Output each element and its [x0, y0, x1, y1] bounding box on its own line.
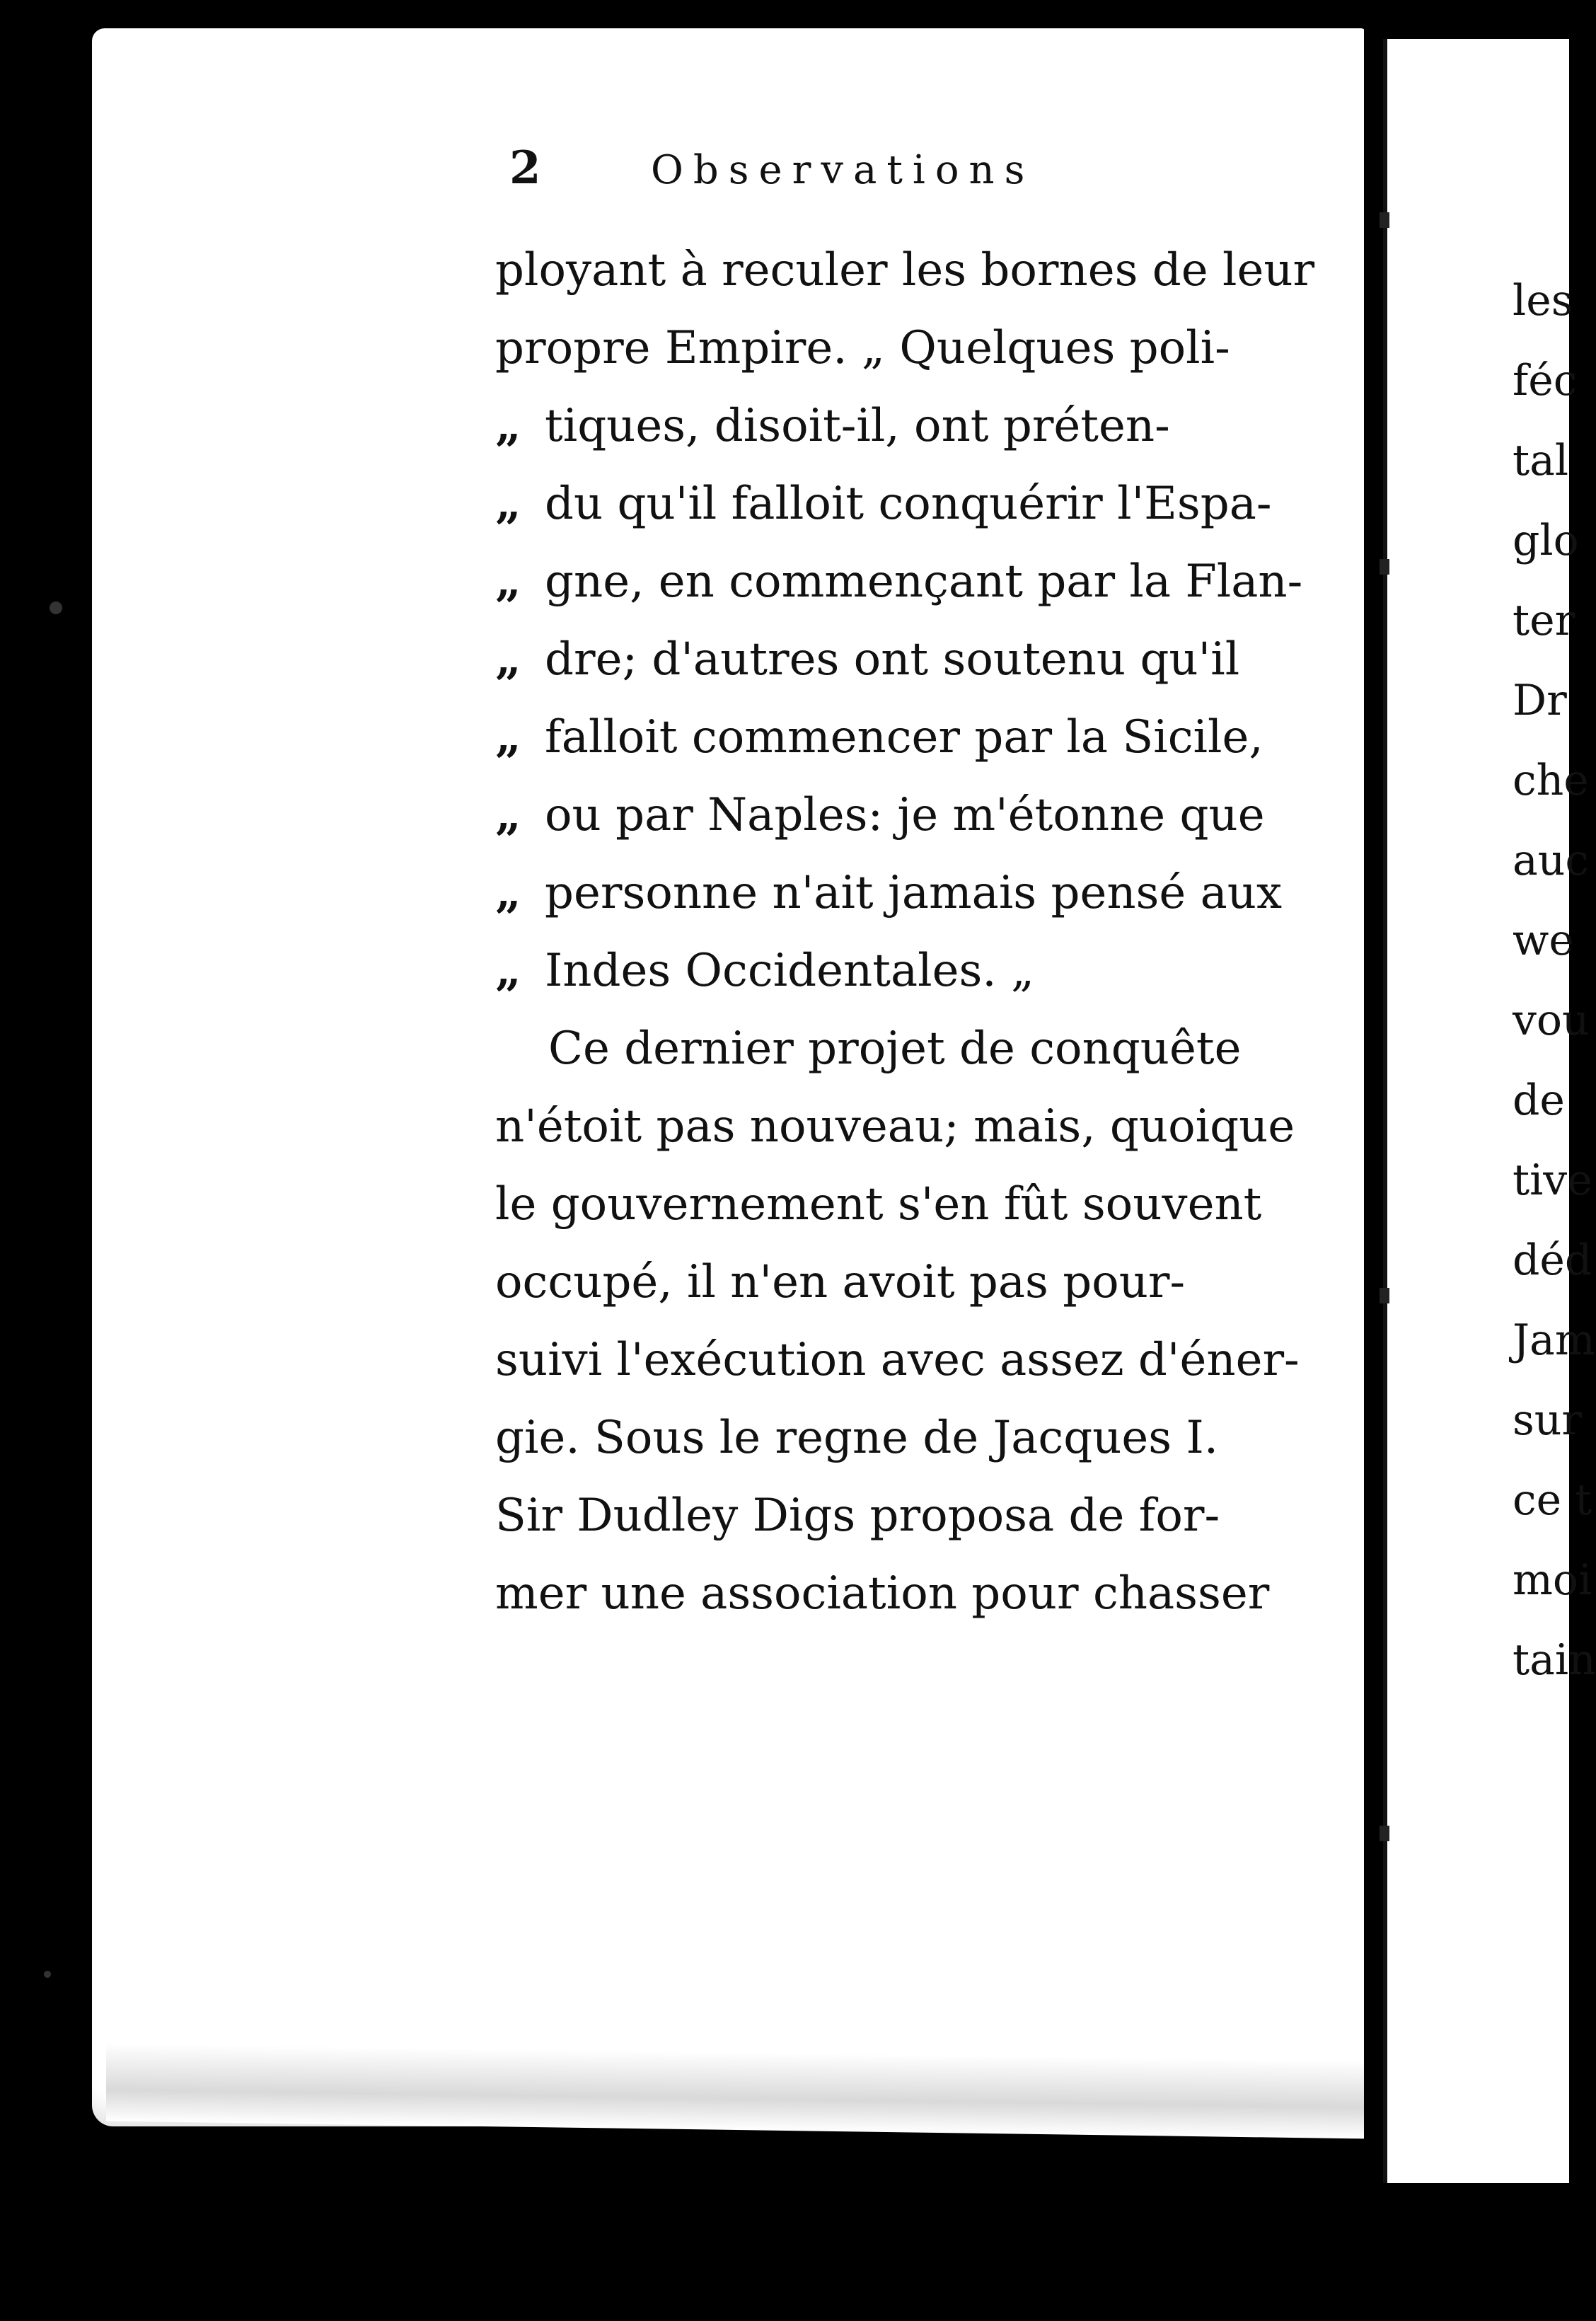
scan-speck	[50, 601, 62, 614]
line-text: gie. Sous le regne de Jacques I.	[495, 1412, 1219, 1464]
line-text: Ce dernier projet de conquête	[548, 1023, 1242, 1075]
text-line	[495, 322, 1230, 374]
right-page-line-fragment: déd	[1513, 1236, 1592, 1285]
right-page-line-fragment: Dr	[1513, 676, 1567, 725]
right-page-line-fragment: che	[1513, 756, 1589, 805]
quotation-mark: „	[495, 788, 521, 841]
running-head: Observations	[651, 147, 1035, 193]
text-line	[495, 1567, 1270, 1620]
line-text: falloit commencer par la Sicile,	[545, 711, 1264, 764]
binding-mark	[1380, 559, 1389, 575]
right-page-line-fragment: auc	[1513, 836, 1590, 885]
line-text: suivi l'exécution avec assez d'éner-	[495, 1334, 1300, 1386]
right-page-line-fragment: tain	[1513, 1635, 1596, 1685]
right-page-line-fragment: ter	[1513, 596, 1575, 645]
line-text: le gouvernement s'en fût souvent	[495, 1178, 1262, 1231]
right-page-line-fragment: les	[1513, 276, 1573, 326]
right-page-line-fragment: tal	[1513, 436, 1569, 485]
line-text: n'étoit pas nouveau; mais, quoique	[495, 1100, 1295, 1153]
line-text: occupé, il n'en avoit pas pour-	[495, 1256, 1186, 1308]
line-text: propre Empire. „ Quelques poli-	[495, 322, 1230, 374]
text-line	[495, 710, 1264, 764]
text-line	[495, 477, 1272, 530]
line-text: ployant à reculer les bornes de leur	[495, 244, 1315, 296]
book-gutter	[1364, 0, 1385, 2321]
binding-mark	[1380, 1288, 1389, 1303]
right-page-line-fragment: vou	[1513, 996, 1590, 1045]
text-line	[495, 1256, 1186, 1308]
text-line	[495, 1334, 1300, 1386]
quotation-mark: „	[495, 944, 521, 997]
quotation-mark: „	[495, 477, 521, 530]
line-text: ou par Naples: je m'étonne que	[545, 789, 1265, 841]
line-text: mer une association pour chasser	[495, 1567, 1270, 1620]
text-line	[495, 1100, 1295, 1153]
right-page-line-fragment: glo	[1513, 516, 1579, 565]
line-text: gne, en commençant par la Flan-	[545, 555, 1303, 608]
right-page-line-fragment: féc	[1513, 356, 1578, 405]
quotation-mark: „	[495, 555, 521, 608]
text-line	[495, 1178, 1262, 1231]
text-line	[495, 555, 1303, 608]
right-page-line-fragment: sur	[1513, 1395, 1583, 1445]
right-page-line-fragment: moi	[1513, 1555, 1592, 1605]
text-line	[495, 244, 1315, 296]
text-line	[495, 788, 1265, 841]
right-page-line-fragment: de	[1513, 1076, 1565, 1125]
text-line	[495, 1412, 1219, 1464]
line-text: du qu'il falloit conquérir l'Espa-	[545, 478, 1272, 530]
text-line	[495, 866, 1283, 919]
right-page-line-fragment: we	[1513, 916, 1574, 965]
line-text: dre; d'autres ont soutenu qu'il	[545, 633, 1240, 686]
right-page-line-fragment: tive	[1513, 1156, 1592, 1205]
text-line	[495, 399, 1170, 452]
quotation-mark: „	[495, 633, 521, 686]
quotation-mark: „	[495, 710, 521, 764]
line-text: personne n'ait jamais pensé aux	[545, 867, 1283, 919]
quotation-mark: „	[495, 399, 521, 452]
page-number: 2	[509, 142, 541, 195]
binding-mark	[1380, 1826, 1389, 1841]
quotation-mark: „	[495, 866, 521, 919]
text-line	[495, 633, 1240, 686]
line-text: tiques, disoit-il, ont préten-	[545, 400, 1170, 452]
scan-speck	[44, 1971, 51, 1978]
binding-mark	[1380, 212, 1389, 228]
text-line	[548, 1023, 1242, 1075]
line-text: Sir Dudley Digs proposa de for-	[495, 1490, 1220, 1542]
line-text: Indes Occidentales. „	[545, 945, 1035, 997]
right-page-line-fragment: ce t	[1513, 1475, 1592, 1525]
text-line	[495, 1490, 1220, 1542]
text-line	[495, 944, 1035, 997]
right-page-line-fragment: Jam	[1513, 1315, 1595, 1365]
